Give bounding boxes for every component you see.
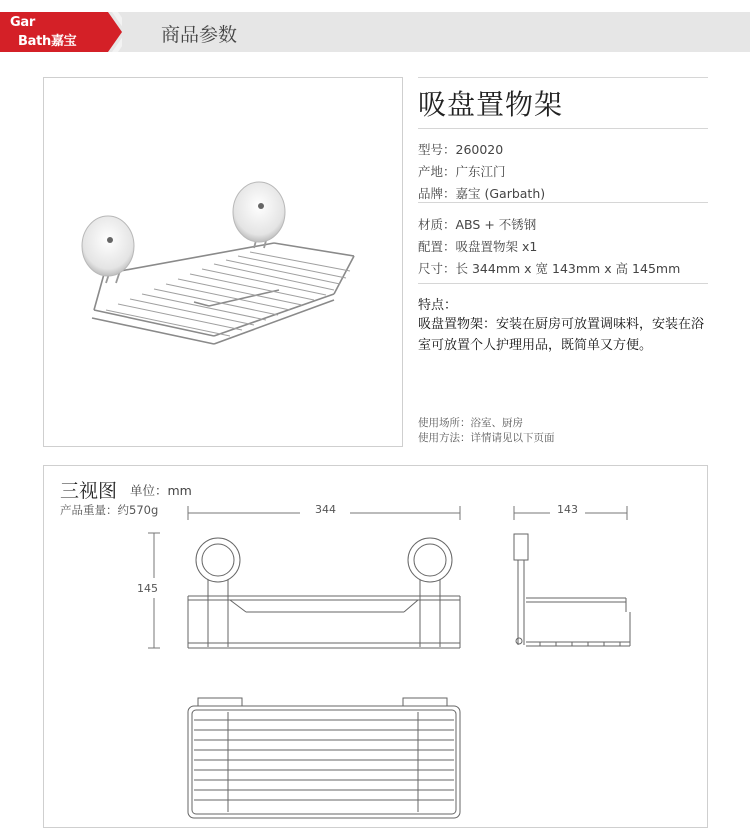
dim-length-label: 344: [315, 503, 336, 516]
spec-size: 尺寸：长 344mm x 宽 143mm x 高 145mm: [418, 261, 681, 276]
usage-place: 使用场所：浴室、厨房: [418, 417, 523, 429]
product-name: 吸盘置物架: [418, 88, 564, 121]
product-weight: 产品重量：约570g: [60, 503, 159, 517]
page-title: 商品参数: [161, 24, 238, 46]
spec-material: 材质：ABS + 不锈钢: [418, 217, 537, 232]
logo-text-bottom: Bath嘉宝: [18, 34, 77, 49]
logo-text-top: Gar: [10, 15, 35, 30]
features-heading: 特点：: [418, 298, 458, 313]
features-text: 吸盘置物架：安装在厨房可放置调味料，安装在浴室可放置个人护理用品，既简单又方便。: [418, 317, 705, 353]
spec-origin: 产地：广东江门: [418, 164, 506, 179]
dim-width-label: 143: [557, 503, 578, 516]
spec-model: 型号：260020: [418, 142, 504, 157]
usage-method: 使用方法：详情请见以下页面: [418, 432, 555, 444]
views-unit: 单位：mm: [130, 483, 192, 498]
views-title: 三视图: [60, 480, 118, 502]
spec-brand: 品牌：嘉宝 (Garbath): [418, 186, 546, 201]
dim-height-label: 145: [137, 582, 158, 595]
spec-config: 配置：吸盘置物架 x1: [418, 239, 538, 254]
